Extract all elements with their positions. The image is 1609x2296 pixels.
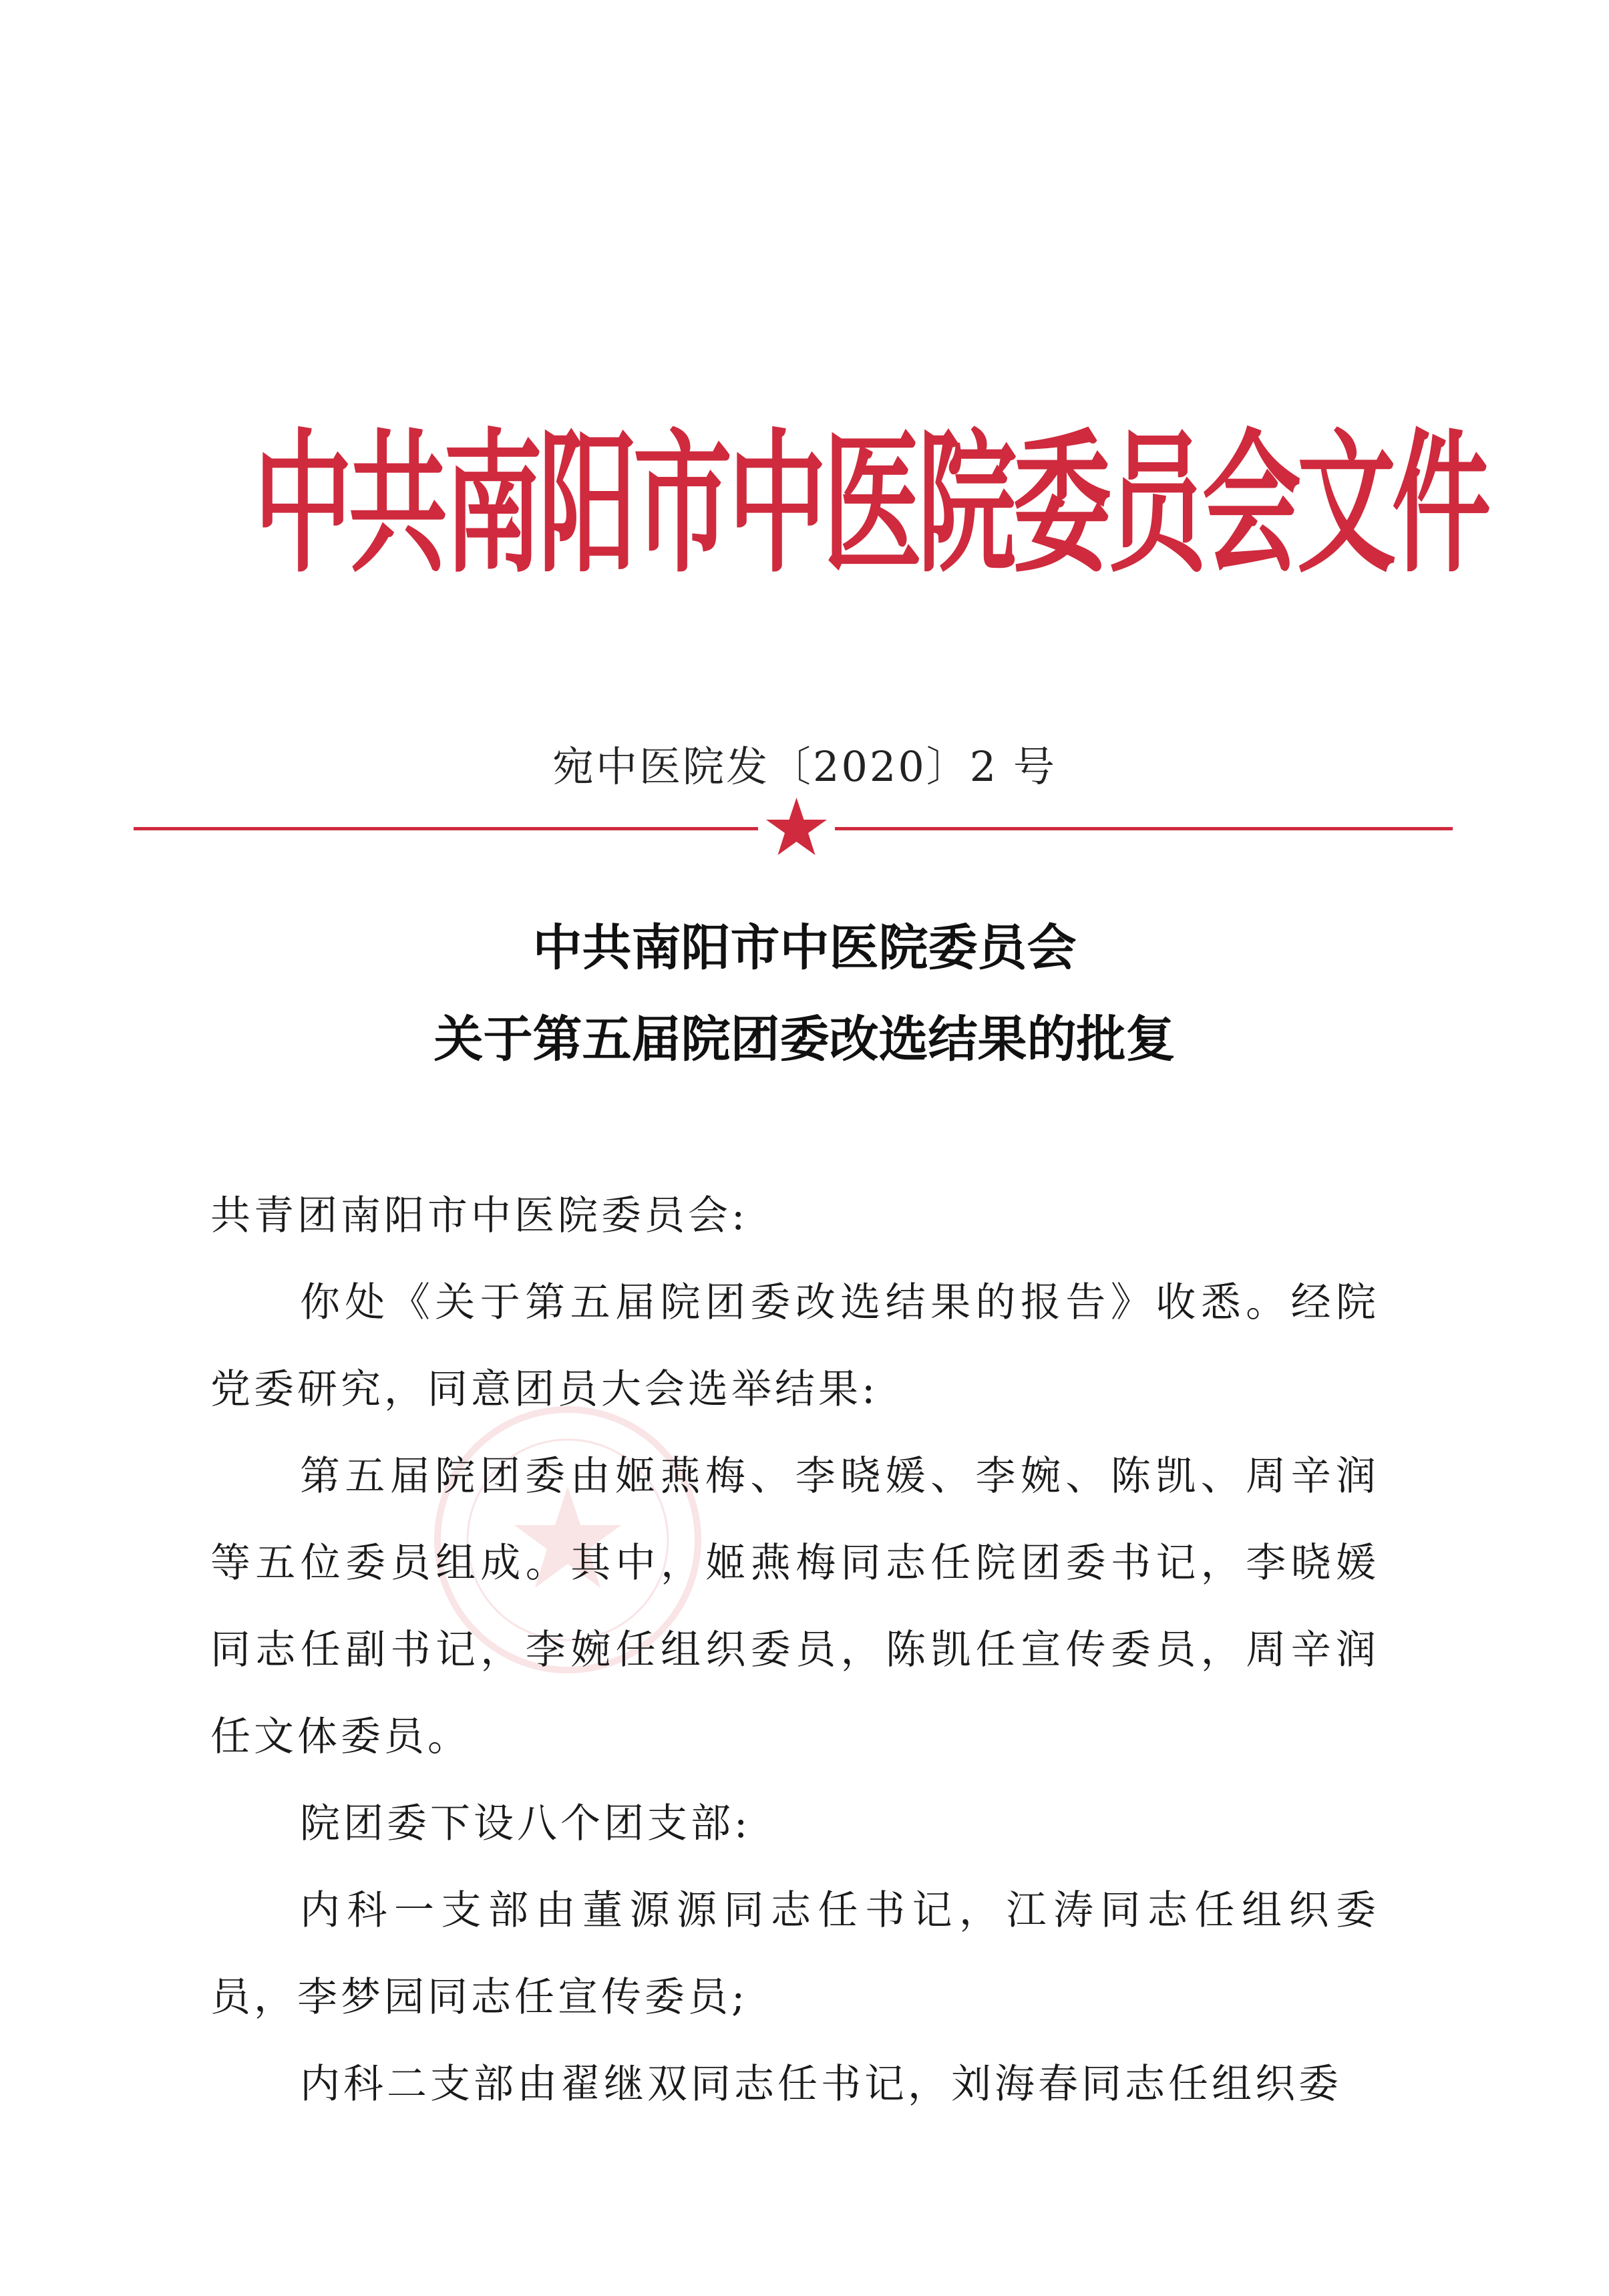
document-body <box>210 1172 1379 2128</box>
salutation: 共青团南阳市中医院委员会: <box>210 1192 749 1239</box>
paragraph-receipt: 你处《关于第五届院团委改选结果的报告》收悉。经院党委研究，同意团员大会选举结果: <box>210 1279 1379 1413</box>
paragraph-branch-internal-1: 内科一支部由董源源同志任书记，江涛同志任组织委员，李梦园同志任宣传委员; <box>210 1887 1379 2021</box>
masthead-title: 中共南阳市中医院委员会文件 <box>254 415 1487 594</box>
red-rule-right <box>835 827 1453 830</box>
document-title-line-1: 中共南阳市中医院委员会 <box>532 919 1077 977</box>
paragraph-branches-intro: 院团委下设八个团支部: <box>300 1800 751 1847</box>
paragraph-committee-members: 第五届院团委由姬燕梅、李晓媛、李婉、陈凯、周辛润等五位委员组成。其中，姬燕梅同志任院团委书记，李晓媛同志任副书记，李婉任组织委员，陈凯任宣传委员，周辛润任文体委员。 <box>210 1453 1379 1760</box>
paragraph-branch-internal-2: 内科二支部由翟继双同志任书记，刘海春同志任组织委 <box>300 2061 1342 2108</box>
document-title-line-2: 关于第五届院团委改选结果的批复 <box>433 1011 1176 1068</box>
red-rule-left <box>134 827 758 830</box>
document-number: 宛中医院发〔2020〕2 号 <box>552 742 1057 791</box>
star-icon <box>755 795 838 862</box>
